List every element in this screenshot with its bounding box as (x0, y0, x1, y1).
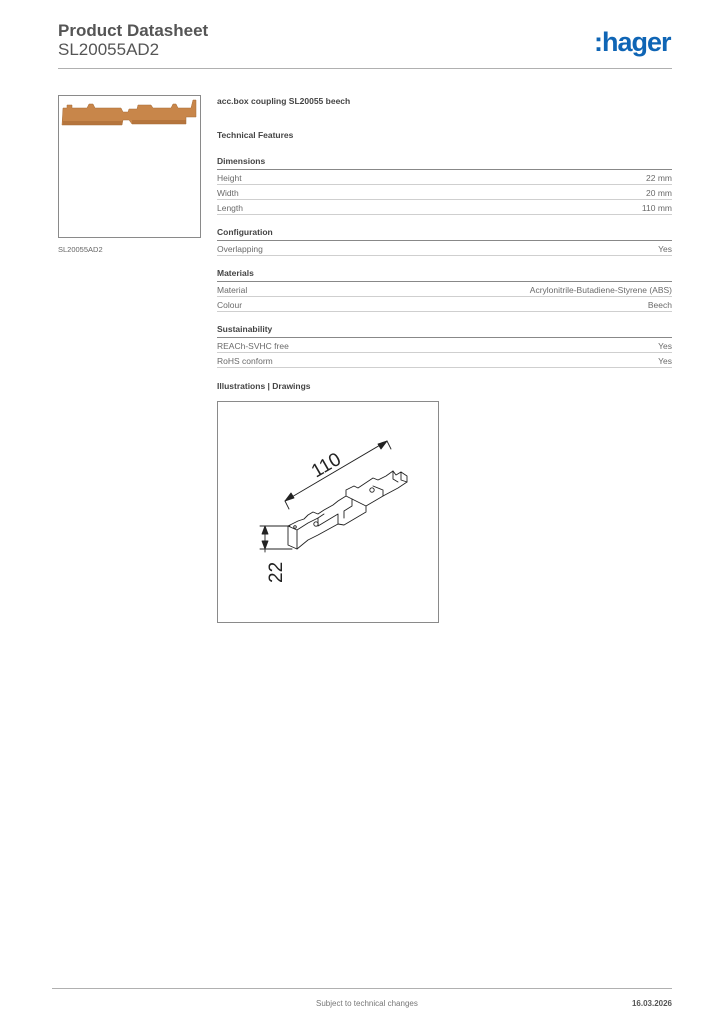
spec-value: Yes (658, 356, 672, 366)
spec-value: 110 mm (641, 203, 672, 213)
page-subtitle: SL20055AD2 (58, 40, 160, 59)
spec-label: RoHS conform (217, 356, 273, 366)
spec-row-rohs (217, 353, 672, 368)
spec-label: Colour (217, 300, 243, 310)
hager-logo (594, 26, 674, 60)
dimension-height-label: 22 (266, 561, 287, 583)
logo-text: :hager (594, 27, 671, 57)
spec-value: 20 mm (646, 188, 672, 198)
illustrations-heading: Illustrations | Drawings (217, 381, 311, 391)
section-title: Materials (217, 268, 672, 282)
spec-value: Yes (658, 244, 672, 254)
spec-row-overlapping (217, 241, 672, 256)
dimension-length-label: 110 (308, 448, 345, 483)
spec-label: Height (217, 173, 242, 183)
spec-value: 22 mm (646, 173, 672, 183)
section-title: Sustainability (217, 324, 672, 338)
footer-date: 16.03.2026 (631, 999, 672, 1008)
technical-features-heading: Technical Features (217, 130, 294, 140)
technical-drawing (217, 401, 439, 623)
spec-row-length (217, 200, 672, 215)
spec-row-height (217, 170, 672, 185)
spec-label: Material (217, 285, 248, 295)
footer-note: Subject to technical changes (316, 999, 418, 1008)
technical-drawing-graphic (218, 402, 438, 622)
section-title: Configuration (217, 227, 672, 241)
section-title: Dimensions (217, 156, 672, 170)
spec-value: Acrylonitrile-Butadiene-Styrene (ABS) (529, 285, 672, 295)
spec-row-colour (217, 297, 672, 312)
spec-row-width (217, 185, 672, 200)
section-materials (217, 268, 672, 312)
product-image-graphic (59, 96, 200, 237)
spec-value: Beech (647, 300, 672, 310)
product-name: acc.box coupling SL20055 beech (217, 96, 351, 106)
spec-label: Overlapping (217, 244, 263, 254)
section-sustainability (217, 324, 672, 368)
section-dimensions (217, 156, 672, 215)
page-title: Product Datasheet (58, 21, 209, 40)
spec-label: REACh-SVHC free (217, 341, 289, 351)
spec-label: Width (217, 188, 239, 198)
spec-label: Length (217, 203, 243, 213)
product-details (217, 96, 672, 368)
spec-row-reach (217, 338, 672, 353)
footer-divider (52, 988, 672, 989)
spec-value: Yes (658, 341, 672, 351)
header-divider (58, 68, 672, 69)
spec-row-material (217, 282, 672, 297)
section-configuration (217, 227, 672, 256)
product-image-caption: SL20055AD2 (58, 245, 103, 254)
product-image (58, 95, 201, 238)
